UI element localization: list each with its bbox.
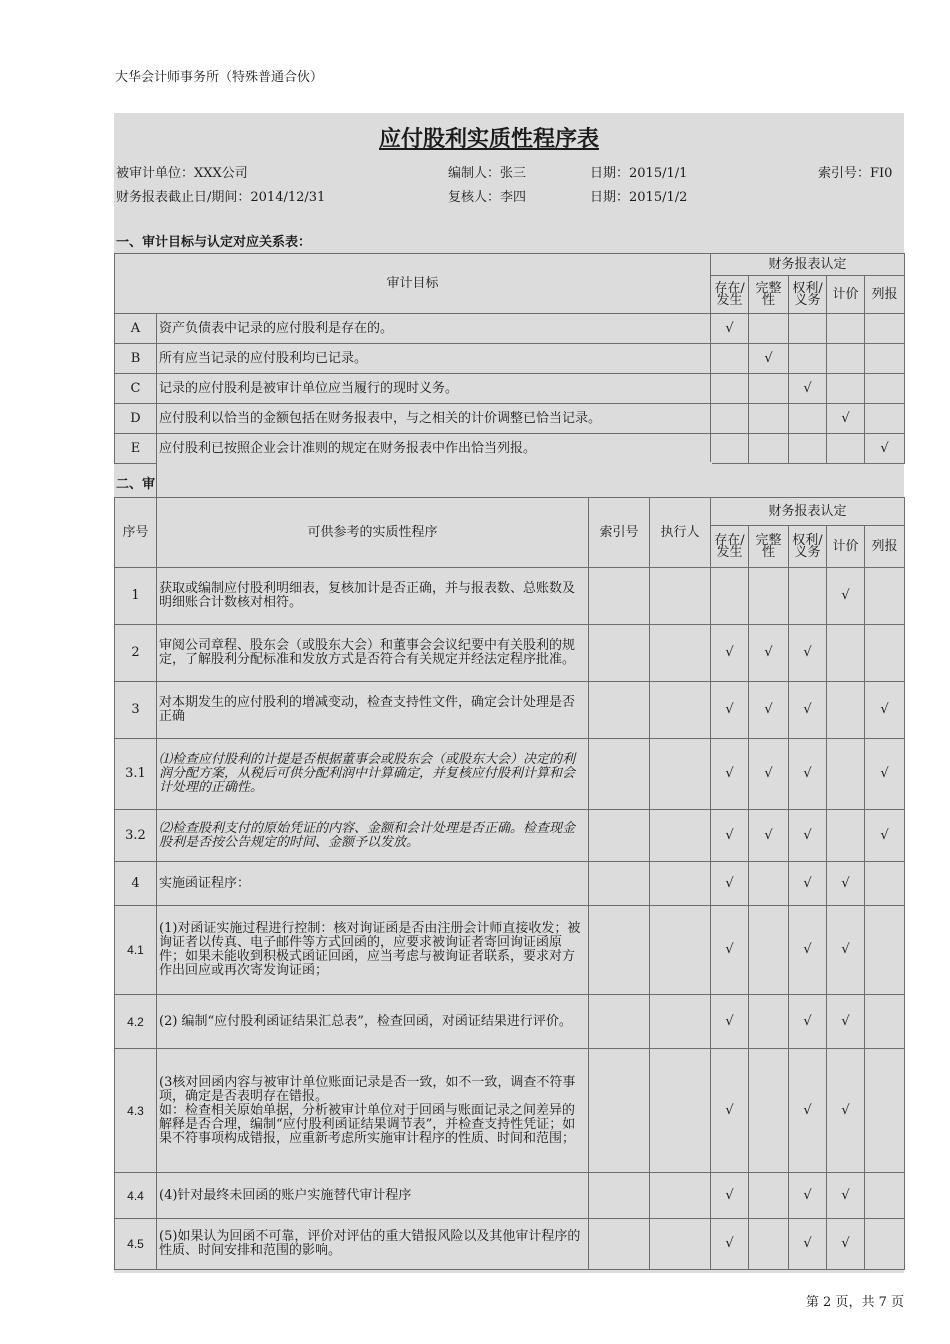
procedure-executor-cell[interactable] bbox=[650, 739, 711, 810]
procedure-seq: 4.5 bbox=[115, 1219, 157, 1270]
assertion-check bbox=[827, 739, 865, 810]
assertion-check: √ bbox=[749, 625, 789, 682]
procedure-row bbox=[115, 568, 905, 625]
assertion-check: √ bbox=[789, 1173, 827, 1219]
firm-name: 大华会计师事务所（特殊普通合伙） bbox=[115, 70, 324, 85]
assertion-col-rights: 权利/义务 bbox=[789, 276, 827, 314]
procedure-table bbox=[114, 497, 905, 1270]
procedure-row bbox=[115, 1049, 905, 1173]
procedure-executor-cell[interactable] bbox=[650, 995, 711, 1049]
objective-header: 审计目标 bbox=[115, 254, 711, 314]
procedure-row bbox=[115, 906, 905, 995]
assertion-check: √ bbox=[789, 1049, 827, 1173]
objective-row bbox=[115, 434, 905, 464]
assertion-check bbox=[789, 344, 827, 374]
procedure-index-cell[interactable] bbox=[589, 1219, 650, 1270]
assertions-group-header: 财务报表认定 bbox=[711, 254, 905, 276]
procedure-seq: 4.1 bbox=[115, 906, 157, 995]
procedure-text: (4)针对最终未回函的账户实施替代审计程序 bbox=[157, 1173, 589, 1219]
assertion-check: √ bbox=[827, 1049, 865, 1173]
assertion-check: √ bbox=[711, 1219, 749, 1270]
assertion-col-existence-2: 存在/发生 bbox=[711, 526, 749, 568]
assertion-check bbox=[827, 374, 865, 404]
assertion-check bbox=[711, 568, 749, 625]
procedure-seq: 3.2 bbox=[115, 810, 157, 862]
procedure-row bbox=[115, 1173, 905, 1219]
procedure-text: 审阅公司章程、股东会（或股东大会）和董事会会议纪要中有关股利的规定，了解股利分配标准和发放方式是否符合有关规定并经法定程序批准。 bbox=[157, 625, 589, 682]
assertion-col-presentation: 列报 bbox=[865, 276, 905, 314]
executor-header: 执行人 bbox=[650, 498, 711, 568]
assertion-check: √ bbox=[789, 625, 827, 682]
assertion-col-presentation-2: 列报 bbox=[865, 526, 905, 568]
section2-title: 二、审 bbox=[116, 477, 156, 492]
assertion-col-existence: 存在/发生 bbox=[711, 276, 749, 314]
assertion-check: √ bbox=[711, 682, 749, 739]
assertion-check bbox=[749, 404, 789, 434]
assertion-check bbox=[865, 568, 905, 625]
procedure-text: 对本期发生的应付股利的增减变动，检查支持性文件，确定会计处理是否正确 bbox=[157, 682, 589, 739]
procedure-text: ⑵检查股利支付的原始凭证的内容、金额和会计处理是否正确。检查现金股利是否按公告规定的时间、金额予以发放。 bbox=[157, 810, 589, 862]
assertion-check: √ bbox=[827, 995, 865, 1049]
objective-code: A bbox=[115, 314, 157, 344]
assertion-check bbox=[749, 862, 789, 906]
assertion-check: √ bbox=[827, 404, 865, 434]
objective-text: 记录的应付股利是被审计单位应当履行的现时义务。 bbox=[157, 374, 711, 404]
assertion-check bbox=[711, 344, 749, 374]
procedure-row bbox=[115, 1219, 905, 1270]
preparer-label: 编制人：张三 bbox=[448, 166, 527, 181]
procedure-seq: 4 bbox=[115, 862, 157, 906]
assertion-check bbox=[827, 810, 865, 862]
section2-title-overflow-cell bbox=[156, 462, 712, 497]
procedure-executor-cell[interactable] bbox=[650, 568, 711, 625]
assertion-check: √ bbox=[789, 682, 827, 739]
assertion-check bbox=[865, 404, 905, 434]
assertion-check: √ bbox=[711, 906, 749, 995]
procedure-executor-cell[interactable] bbox=[650, 625, 711, 682]
assertion-check bbox=[865, 1219, 905, 1270]
assertion-check: √ bbox=[711, 1049, 749, 1173]
procedure-index-cell[interactable] bbox=[589, 682, 650, 739]
assertion-check bbox=[827, 682, 865, 739]
assertion-check bbox=[865, 374, 905, 404]
index-label: 索引号：FI0 bbox=[818, 166, 893, 181]
assertion-check bbox=[865, 1049, 905, 1173]
seq-header: 序号 bbox=[115, 498, 157, 568]
procedure-row bbox=[115, 810, 905, 862]
objective-text: 应付股利以恰当的金额包括在财务报表中，与之相关的计价调整已恰当记录。 bbox=[157, 404, 711, 434]
assertion-check: √ bbox=[789, 862, 827, 906]
assertion-check bbox=[789, 404, 827, 434]
assertion-check: √ bbox=[827, 906, 865, 995]
page-title: 应付股利实质性程序表 bbox=[378, 126, 599, 152]
procedure-executor-cell[interactable] bbox=[650, 810, 711, 862]
procedure-row bbox=[115, 995, 905, 1049]
assertion-check: √ bbox=[865, 682, 905, 739]
index-header: 索引号 bbox=[589, 498, 650, 568]
assertion-check: √ bbox=[865, 434, 905, 464]
assertion-check: √ bbox=[789, 810, 827, 862]
procedure-executor-cell[interactable] bbox=[650, 682, 711, 739]
objective-row bbox=[115, 374, 905, 404]
procedure-executor-cell[interactable] bbox=[650, 1219, 711, 1270]
section1-title: 一、审计目标与认定对应关系表： bbox=[116, 235, 312, 250]
procedure-executor-cell[interactable] bbox=[650, 1049, 711, 1173]
page-number: 第 2 页，共 7 页 bbox=[805, 1295, 904, 1310]
procedure-index-cell[interactable] bbox=[589, 1049, 650, 1173]
assertion-check bbox=[749, 374, 789, 404]
assertion-check bbox=[865, 314, 905, 344]
assertion-check bbox=[749, 314, 789, 344]
assertion-check: √ bbox=[711, 1173, 749, 1219]
procedure-executor-cell[interactable] bbox=[650, 862, 711, 906]
assertion-check: √ bbox=[711, 810, 749, 862]
prep-date-label: 日期：2015/1/1 bbox=[590, 166, 688, 181]
procedure-index-cell[interactable] bbox=[589, 995, 650, 1049]
assertion-check: √ bbox=[749, 344, 789, 374]
assertion-check: √ bbox=[711, 862, 749, 906]
procedure-index-cell[interactable] bbox=[589, 739, 650, 810]
assertion-check bbox=[865, 1173, 905, 1219]
procedure-index-cell[interactable] bbox=[589, 568, 650, 625]
assertion-check: √ bbox=[749, 682, 789, 739]
procedure-text: 获取或编制应付股利明细表，复核加计是否正确，并与报表数、总账数及明细账合计数核对相符。 bbox=[157, 568, 589, 625]
objective-code: E bbox=[115, 434, 157, 464]
assertion-check bbox=[711, 404, 749, 434]
objective-row bbox=[115, 314, 905, 344]
assertion-check bbox=[749, 995, 789, 1049]
procedure-seq: 1 bbox=[115, 568, 157, 625]
period-label: 财务报表截止日/期间：2014/12/31 bbox=[116, 190, 326, 205]
assertion-check bbox=[865, 906, 905, 995]
procedure-header: 可供参考的实质性程序 bbox=[157, 498, 589, 568]
assertion-check: √ bbox=[749, 810, 789, 862]
procedure-text: (1)对函证实施过程进行控制：核对询证函是否由注册会计师直接收发；被询证者以传真、电子邮件等方式回函的，应要求被询证者寄回询证函原件；如果未能收到积极式函证回函，应当考虑与被询证者联系，要求对方作出回应或再次寄发询证函； bbox=[157, 906, 589, 995]
assertion-check: √ bbox=[711, 625, 749, 682]
objective-assertion-table bbox=[114, 253, 905, 464]
procedure-seq: 2 bbox=[115, 625, 157, 682]
assertion-col-completeness: 完整性 bbox=[749, 276, 789, 314]
assertion-check: √ bbox=[749, 739, 789, 810]
assertion-check: √ bbox=[711, 995, 749, 1049]
assertion-check bbox=[749, 1219, 789, 1270]
objective-row bbox=[115, 344, 905, 374]
assertion-col-valuation: 计价 bbox=[827, 276, 865, 314]
assertion-check: √ bbox=[711, 739, 749, 810]
objective-text: 所有应当记录的应付股利均已记录。 bbox=[157, 344, 711, 374]
procedure-text: (3核对回函内容与被审计单位账面记录是否一致，如不一致，调查不符事项，确定是否表明存在错报。 如：检查相关原始单据，分析被审计单位对于回函与账面记录之间差异的解释是否合理，编制“应付股利函证结果调节表”，并检查支持性凭证；如果不符事项构成错报，应重新考虑所实施审计程序的性质、时间和范围； bbox=[157, 1049, 589, 1173]
assertion-check bbox=[865, 995, 905, 1049]
procedure-row bbox=[115, 862, 905, 906]
assertion-check bbox=[865, 344, 905, 374]
procedure-seq: 3 bbox=[115, 682, 157, 739]
procedure-text: ⑴检查应付股利的计提是否根据董事会或股东会（或股东大会）决定的利润分配方案，从税后可供分配利润中计算确定，并复核应付股利计算和会计处理的正确性。 bbox=[157, 739, 589, 810]
assertion-check bbox=[789, 434, 827, 464]
assertion-check: √ bbox=[789, 1219, 827, 1270]
objective-row bbox=[115, 404, 905, 434]
assertion-col-completeness-2: 完整性 bbox=[749, 526, 789, 568]
assertion-check: √ bbox=[789, 739, 827, 810]
objective-code: B bbox=[115, 344, 157, 374]
objective-code: C bbox=[115, 374, 157, 404]
assertion-check: √ bbox=[827, 1219, 865, 1270]
procedure-seq: 4.2 bbox=[115, 995, 157, 1049]
assertion-check bbox=[749, 1173, 789, 1219]
objective-text: 应付股利已按照企业会计准则的规定在财务报表中作出恰当列报。 bbox=[157, 434, 711, 464]
review-date-label: 日期：2015/1/2 bbox=[590, 190, 688, 205]
assertion-check: √ bbox=[789, 995, 827, 1049]
assertion-check bbox=[749, 568, 789, 625]
procedure-row bbox=[115, 625, 905, 682]
assertion-check bbox=[749, 1049, 789, 1173]
procedure-row bbox=[115, 739, 905, 810]
procedure-row bbox=[115, 682, 905, 739]
assertion-check bbox=[789, 314, 827, 344]
procedure-seq: 4.4 bbox=[115, 1173, 157, 1219]
assertion-check: √ bbox=[827, 1173, 865, 1219]
assertion-check: √ bbox=[865, 739, 905, 810]
assertion-check bbox=[711, 374, 749, 404]
assertion-check bbox=[865, 862, 905, 906]
assertion-check bbox=[827, 344, 865, 374]
reviewer-label: 复核人：李四 bbox=[448, 190, 527, 205]
assertion-check: √ bbox=[711, 314, 749, 344]
assertion-check: √ bbox=[827, 568, 865, 625]
procedure-seq: 3.1 bbox=[115, 739, 157, 810]
assertion-check: √ bbox=[789, 906, 827, 995]
procedure-index-cell[interactable] bbox=[589, 862, 650, 906]
assertion-check: √ bbox=[827, 862, 865, 906]
objective-code: D bbox=[115, 404, 157, 434]
objective-text: 资产负债表中记录的应付股利是存在的。 bbox=[157, 314, 711, 344]
assertion-check bbox=[789, 568, 827, 625]
assertions-group-header-2: 财务报表认定 bbox=[711, 498, 905, 526]
procedure-index-cell[interactable] bbox=[589, 625, 650, 682]
procedure-executor-cell[interactable] bbox=[650, 906, 711, 995]
procedure-text: 实施函证程序： bbox=[157, 862, 589, 906]
assertion-check: √ bbox=[789, 374, 827, 404]
procedure-text: (5)如果认为回函不可靠，评价对评估的重大错报风险以及其他审计程序的性质、时间安排和范围的影响。 bbox=[157, 1219, 589, 1270]
assertion-check: √ bbox=[865, 810, 905, 862]
entity-label: 被审计单位：XXX公司 bbox=[116, 166, 248, 181]
assertion-check bbox=[749, 434, 789, 464]
procedure-index-cell[interactable] bbox=[589, 1173, 650, 1219]
procedure-text: (2) 编制“应付股利函证结果汇总表”，检查回函，对函证结果进行评价。 bbox=[157, 995, 589, 1049]
assertion-check bbox=[827, 434, 865, 464]
procedure-index-cell[interactable] bbox=[589, 810, 650, 862]
assertion-check bbox=[749, 906, 789, 995]
assertion-check bbox=[827, 625, 865, 682]
procedure-seq: 4.3 bbox=[115, 1049, 157, 1173]
assertion-check bbox=[827, 314, 865, 344]
assertion-col-rights-2: 权利/义务 bbox=[789, 526, 827, 568]
procedure-executor-cell[interactable] bbox=[650, 1173, 711, 1219]
assertion-col-valuation-2: 计价 bbox=[827, 526, 865, 568]
assertion-check bbox=[865, 625, 905, 682]
procedure-index-cell[interactable] bbox=[589, 906, 650, 995]
assertion-check bbox=[711, 434, 749, 464]
